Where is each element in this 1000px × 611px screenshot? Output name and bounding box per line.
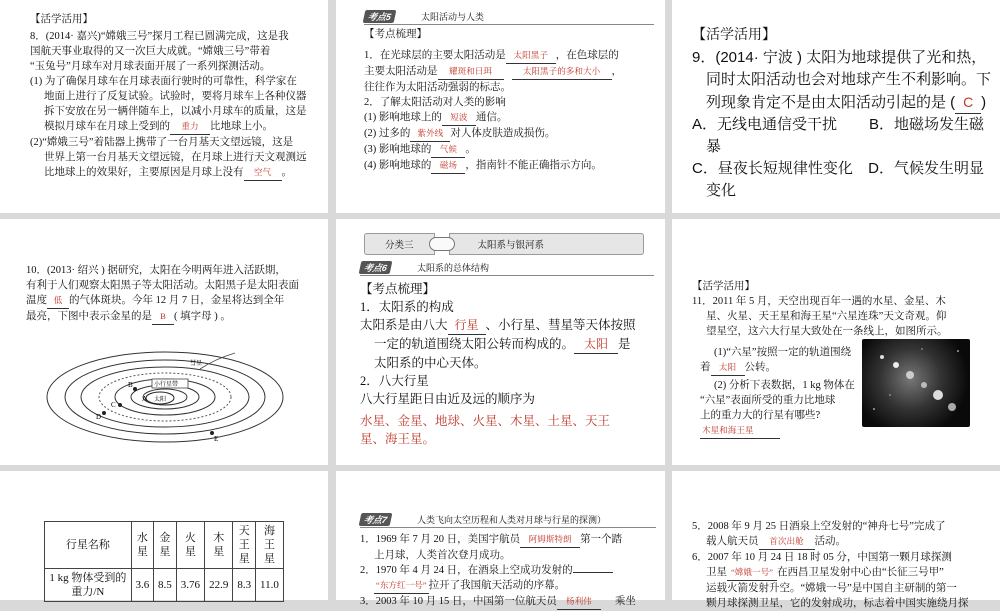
- table-cell: 3.6: [131, 569, 153, 602]
- text-line: 2．1970 年 4 月 24 日，在酒泉上空成功发射的: [360, 565, 573, 576]
- table-header: 木星: [205, 522, 233, 569]
- text-line: ，: [611, 66, 622, 77]
- text-line: 星、火星、天王星和海王星“六星连珠”天文奇观。仰: [706, 311, 947, 322]
- text-line: 1．1969 年 7 月 20 日，美国宇航员: [360, 534, 521, 545]
- table-header: 天王星: [233, 522, 255, 569]
- question-line: 世界上第一台月基天文望远镜，在月球上进行天文观测远: [44, 152, 307, 163]
- text-line: 上的重力大的行星有哪些?: [700, 410, 821, 421]
- text-line: 太阳系的中心天体。: [374, 356, 487, 370]
- topic-title: 太阳活动与人类: [421, 12, 485, 22]
- topic-bar: [364, 10, 654, 25]
- slide-heading: 【考点梳理】: [360, 282, 436, 296]
- text-line: 在西昌卫星发射中心由“长征三号甲”: [777, 567, 944, 578]
- slide-8[interactable]: [336, 471, 665, 607]
- text-line: 暴: [706, 138, 722, 155]
- table-row: [45, 569, 284, 602]
- slide-heading: 【考点梳理】: [364, 29, 427, 40]
- text-line: 八大行星距日由近及远的顺序为: [360, 392, 536, 406]
- text-line: 活动。: [814, 536, 846, 547]
- text-line: 往往作为太阳活动强弱的标志。: [364, 82, 511, 93]
- text-line: 2．八大行星: [360, 374, 429, 388]
- answer-blank: C: [955, 91, 981, 114]
- text-line: 的气体斑块。今年 12 月 7 日，金星将达到全年: [69, 295, 285, 306]
- answer-blank: 重力: [170, 119, 210, 135]
- slide-5[interactable]: [336, 219, 665, 465]
- question-line: (1) 为了确保月球车在月球表面行驶时的可靠性，科学家在: [30, 76, 297, 87]
- question-line: 8．(2014· 嘉兴)“嫦娥三号”探月工程已圆满完成，这是我: [30, 31, 289, 42]
- question-line: (2)“嫦娥三号”着陆器上携带了一台月基天文望远镜，这是: [30, 137, 294, 148]
- text-line: (1) 影响地球上的: [364, 112, 442, 123]
- text-line: 。: [465, 144, 476, 155]
- text-line: 拉开了我国航天活动的序幕。: [428, 580, 566, 591]
- text-line: (1)“六星”按照一定的轨道围绕: [714, 347, 852, 358]
- answer-blank: 空气: [244, 165, 282, 181]
- text-line: 1．在光球层的主要太阳活动是: [364, 50, 506, 61]
- answer-blank: 木星和海王星: [700, 423, 780, 439]
- answer-blank: 行星: [448, 316, 486, 335]
- text-line: ): [981, 94, 987, 111]
- option-a[interactable]: A．无线电通信受干扰: [692, 116, 838, 133]
- table-header: 水星: [131, 522, 153, 569]
- sun-label: 太阳: [154, 397, 167, 403]
- text-line: 2．了解太阳活动对人类的影响: [364, 97, 506, 108]
- table-header: 金星: [154, 522, 176, 569]
- answer-blank: “东方红一号”: [374, 578, 429, 594]
- six-planets-image: [862, 339, 970, 427]
- text-line: 着: [700, 362, 711, 373]
- text-line: 最亮，下图中表示金星的是: [26, 311, 152, 322]
- topic-title: 太阳系的总体结构: [417, 263, 490, 273]
- table-cell: 8.3: [233, 569, 255, 602]
- text-line: 有利于人们观察太阳黑子等太阳活动。太阳黑子是太阳表面: [26, 280, 299, 291]
- text-line: 3．2003 年 10 月 15 日，中国第一位航天员: [360, 596, 557, 607]
- text-line: 5．2008 年 9 月 25 日酒泉上空发射的“神舟七号”完成了: [692, 521, 946, 532]
- topic-tag: 考点7: [359, 513, 393, 526]
- answer-blank: 低: [47, 293, 69, 309]
- table-cell: 22.9: [205, 569, 233, 602]
- text-line: 一定的轨道围绕太阳公转而构成的。: [374, 337, 575, 351]
- text-line: 6．2007 年 10 月 24 日 18 时 05 分，中国第一颗月球探测: [692, 552, 952, 563]
- text-line: ( 填字母 ) 。: [174, 311, 231, 322]
- answer-blank: 阿姆斯特朗: [520, 532, 580, 548]
- answer-blank: 耀斑和日珥: [438, 64, 504, 80]
- topic-tag: 考点6: [359, 261, 393, 274]
- slide-2[interactable]: [336, 0, 665, 213]
- table-row: [45, 522, 284, 569]
- answer-blank: 磁场: [431, 158, 465, 174]
- text-line: 主要太阳活动是: [364, 66, 438, 77]
- answer-blank: 太阳黑子的多和大小: [512, 64, 612, 80]
- answer-blank: 首次出舱: [759, 534, 815, 550]
- slide-heading: 【活学活用】: [692, 281, 755, 292]
- question-line: 地面上进行了反复试验。试验时，要将月球车上各种仪器: [44, 91, 307, 102]
- section-title: 太阳系与银河系: [449, 233, 644, 255]
- table-cell: 3.76: [176, 569, 204, 602]
- text-line: 同时太阳活动也会对地球产生不利影响。下: [706, 71, 992, 88]
- planet-gravity-table: [44, 521, 284, 602]
- answer-blank: 太阳: [711, 360, 745, 376]
- slide-heading: 【活学活用】: [692, 26, 776, 42]
- text-line: “六星”表面所受的重力比地球: [700, 395, 836, 406]
- text-line: 乘坐: [614, 596, 636, 607]
- table-header: 火星: [176, 522, 204, 569]
- answer-blank: 气候: [431, 142, 465, 158]
- solar-system-diagram: [40, 347, 290, 447]
- text-line: 对人体皮肤造成损伤。: [450, 128, 556, 139]
- text-line: 公转。: [744, 362, 776, 373]
- label-b: B: [128, 381, 133, 389]
- text-line: 温度: [26, 295, 47, 306]
- answer-blank: 紫外线: [410, 126, 450, 142]
- slide-3[interactable]: [672, 0, 1000, 213]
- text-line: (2) 分析下表数据，1 kg 物体在: [714, 380, 855, 391]
- table-cell: 1 kg 物体受到的重力/N: [45, 569, 132, 602]
- topic-title: 人类飞向太空历程和人类对月球与行星的探测）: [417, 515, 607, 525]
- text-line: 10．(2013· 绍兴 ) 据研究，太阳在今明两年进入活跃期，: [26, 265, 286, 276]
- section-bar: [364, 233, 644, 255]
- question-line: 拆下安放在另一辆伴随车上，以减小月球车的质量，这是: [44, 106, 307, 117]
- topic-bar: [360, 513, 656, 528]
- question-line: 比地球上的效果好，主要原因是月球上没有: [44, 167, 244, 178]
- option-c[interactable]: C．昼夜长短规律性变化: [692, 160, 853, 177]
- section-label: 分类三: [364, 233, 435, 255]
- label-c: C: [111, 401, 116, 409]
- slide-9[interactable]: [672, 471, 1000, 609]
- question-line: 模拟月球车在月球上受到的: [44, 121, 170, 132]
- answer-text: 水星、金星、地球、火星、木星、土星、天王: [360, 414, 611, 428]
- option-d[interactable]: D．气候发生明显: [868, 160, 984, 177]
- answer-blank: 短波: [442, 110, 476, 126]
- text-line: 、小行星、彗星等天体按照: [485, 318, 636, 332]
- text-line: 11．2011 年 5 月，天空出现百年一遇的水星、金星、木: [692, 296, 946, 307]
- answer-blank: 太阳黑子: [506, 48, 556, 64]
- text-line: (4) 影响地球的: [364, 160, 432, 171]
- text-line: 列现象肯定不是由太阳活动引起的是 (: [706, 94, 956, 111]
- question-line: 。: [281, 167, 292, 178]
- option-b[interactable]: B．地磁场发生磁: [868, 116, 984, 133]
- text-line: 载人航天员: [706, 536, 759, 547]
- text-line: (2) 过多的: [364, 128, 411, 139]
- question-line: “玉兔号”月球车对月球表面开展了一系列探测活动。: [30, 61, 271, 72]
- text-line: ，在色球层的: [555, 50, 619, 61]
- answer-blank: 杨利伟: [557, 594, 601, 610]
- slide-4[interactable]: [0, 219, 328, 465]
- text-line: 望星空，这六大行星大致处在一条线上，如图所示。: [706, 326, 948, 337]
- text-line: 上月球，人类首次登月成功。: [374, 550, 511, 561]
- asteroid-belt-label: 小行星带: [154, 382, 179, 388]
- topic-bar: [360, 261, 654, 276]
- question-line: 国航天事业取得的又一次巨大成就。“嫦娥三号”带着: [30, 46, 271, 57]
- answer-blank: 太阳: [574, 335, 618, 354]
- text-line: 运载火箭发射升空。“嫦娥一号”是中国自主研制的第一: [706, 583, 957, 594]
- comet-label: 彗星: [190, 361, 203, 367]
- text-line: 颗月球探测卫星，它的发射成功，标志着中国实施绕月探: [706, 598, 969, 609]
- label-a: A: [142, 395, 148, 403]
- section-link: [429, 237, 455, 251]
- answer-blank: “嫦娥一号”: [727, 565, 777, 581]
- text-line: 1．太阳系的构成: [360, 300, 454, 314]
- planets-alignment-icon: [862, 339, 970, 427]
- slide-6[interactable]: [672, 219, 1000, 465]
- text-line: 9．(2014· 宁波 ) 太阳为地球提供了光和热，: [692, 49, 987, 66]
- label-e: E: [214, 435, 219, 443]
- text-line: 第一个踏: [580, 534, 623, 545]
- text-line: 太阳系是由八大: [360, 318, 448, 332]
- question-line: 比地球上小。: [210, 121, 273, 132]
- slide-1[interactable]: [0, 0, 328, 213]
- text-line: 变化: [706, 182, 737, 199]
- slide-heading: 【活学活用】: [30, 14, 93, 25]
- topic-tag: 考点5: [363, 10, 397, 23]
- table-cell: 8.5: [154, 569, 176, 602]
- table-header: 海王星: [255, 522, 283, 569]
- text-line: 卫星: [706, 567, 727, 578]
- answer-blank: B: [152, 309, 174, 325]
- text-line: 是: [618, 337, 631, 351]
- text-line: (3) 影响地球的: [364, 144, 432, 155]
- slide-7[interactable]: [0, 471, 328, 600]
- text-line: 通信。: [475, 112, 508, 123]
- table-header: 行星名称: [45, 522, 132, 569]
- label-d: D: [96, 413, 102, 421]
- text-line: ，指南针不能正确指示方向。: [465, 160, 602, 171]
- answer-text: 星、海王星。: [360, 432, 436, 446]
- table-cell: 11.0: [255, 569, 283, 602]
